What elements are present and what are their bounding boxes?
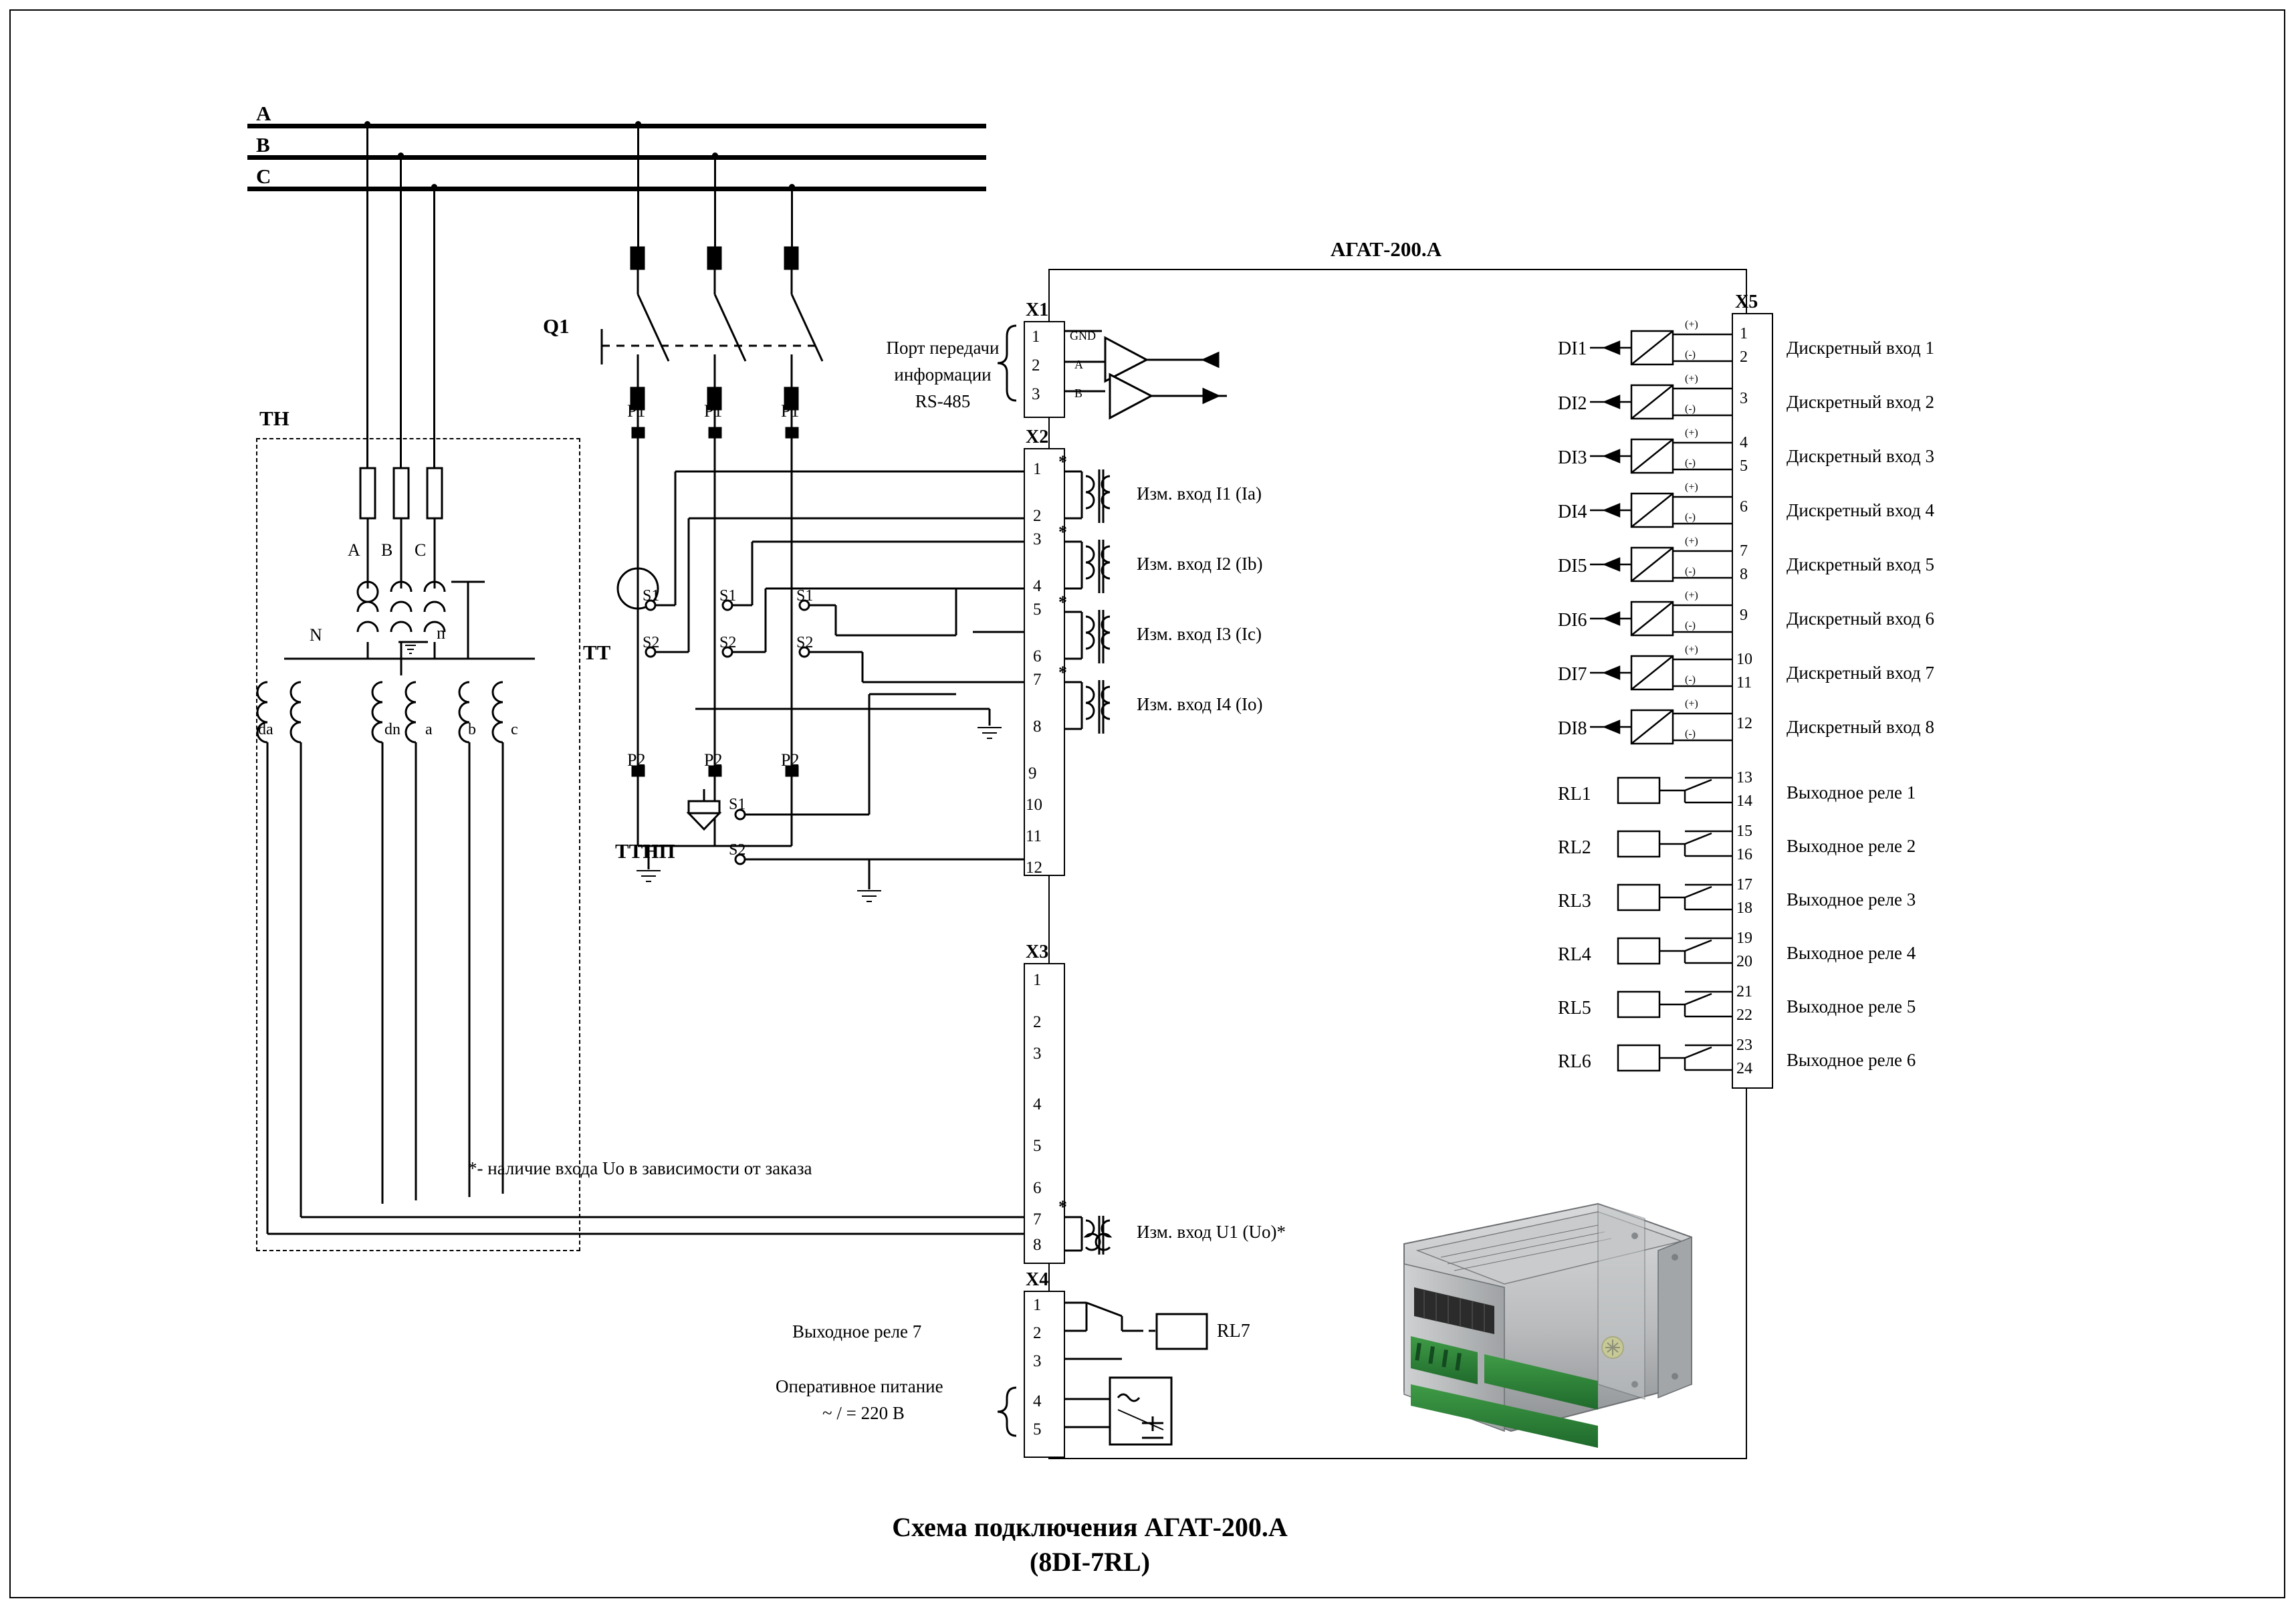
x1-pinname-b: B — [1074, 387, 1083, 400]
vt-tap-dn-label: dn — [384, 721, 400, 738]
ctz-s2-label: S2 — [729, 841, 746, 859]
x2-pin-9: 9 — [1028, 764, 1037, 782]
ct-p2-a-label: P2 — [627, 750, 646, 770]
x2-input2-star: * — [1058, 522, 1067, 542]
x3-pin-8: 8 — [1033, 1236, 1042, 1254]
di8-plus-sign: (+) — [1685, 698, 1698, 710]
di3-pin-4: 4 — [1740, 434, 1748, 451]
x4-pin-1: 1 — [1033, 1296, 1042, 1314]
x3-input-star: * — [1058, 1197, 1067, 1216]
x3-input-label: Изм. вход U1 (Uo)* — [1137, 1222, 1286, 1242]
vt-tap-c-label: c — [511, 721, 518, 738]
di2-minus-sign: (-) — [1685, 403, 1696, 415]
di5-label: Дискретный вход 5 — [1787, 554, 1934, 574]
rl3-pin-17: 17 — [1736, 876, 1752, 893]
di6-tag: DI6 — [1558, 610, 1587, 631]
ct-p1-c-label: P1 — [781, 401, 800, 421]
di1-tag: DI1 — [1558, 338, 1587, 359]
rl5-label: Выходное реле 5 — [1787, 996, 1916, 1016]
ctz-s1-label: S1 — [729, 796, 746, 813]
x2-pin-3: 3 — [1033, 530, 1042, 548]
rl3-pin-18: 18 — [1736, 899, 1752, 917]
di4-pin-6: 6 — [1740, 498, 1748, 516]
rl3-label: Выходное реле 3 — [1787, 889, 1916, 909]
rl6-pin-24: 24 — [1736, 1060, 1752, 1077]
ct-s2-a-label: S2 — [643, 634, 660, 651]
vt-tap-da-label: da — [258, 721, 273, 738]
x1-pinname-a: A — [1074, 358, 1083, 371]
connector-x2-label: X2 — [1026, 427, 1049, 447]
di6-minus-sign: (-) — [1685, 620, 1696, 631]
x2-pin-1: 1 — [1033, 460, 1042, 478]
rl2-label: Выходное реле 2 — [1787, 836, 1916, 856]
rl1-tag: RL1 — [1558, 784, 1591, 804]
di5-pin-7: 7 — [1740, 542, 1748, 560]
x4-pin-2: 2 — [1033, 1324, 1042, 1342]
figure-title-line2: (8DI-7RL) — [1030, 1547, 1150, 1577]
di6-plus-sign: (+) — [1685, 590, 1698, 601]
di8-pin-12: 12 — [1736, 715, 1752, 732]
di4-label: Дискретный вход 4 — [1787, 500, 1934, 520]
x4-power-line2: ~ / = 220 В — [822, 1403, 905, 1423]
ct-p2-c-label: P2 — [781, 750, 800, 770]
breaker-label: Q1 — [543, 314, 570, 338]
rl2-tag: RL2 — [1558, 837, 1591, 858]
rl3-tag: RL3 — [1558, 891, 1591, 911]
connector-x5-label: X5 — [1735, 292, 1758, 312]
di3-pin-5: 5 — [1740, 457, 1748, 475]
di5-pin-8: 8 — [1740, 566, 1748, 583]
di7-tag: DI7 — [1558, 664, 1587, 685]
vt-tap-b-label: b — [468, 721, 476, 738]
x2-pin-7: 7 — [1033, 671, 1042, 689]
ctz-label: ТТНП — [615, 839, 675, 863]
phase-a-label: A — [256, 102, 271, 125]
ct-p1-b-label: P1 — [704, 401, 723, 421]
vt-primary-a-label: A — [348, 540, 360, 560]
ct-s1-b-label: S1 — [719, 587, 737, 605]
x2-pin-4: 4 — [1033, 577, 1042, 595]
phase-b-label: B — [256, 133, 270, 156]
di7-pin-10: 10 — [1736, 651, 1752, 668]
x4-relay7-label: Выходное реле 7 — [792, 1321, 922, 1342]
x1-caption-line3: RS-485 — [915, 391, 971, 411]
vt-neutral-label: N — [310, 625, 322, 645]
rl5-tag: RL5 — [1558, 998, 1591, 1018]
di5-minus-sign: (-) — [1685, 566, 1696, 577]
rl4-pin-20: 20 — [1736, 953, 1752, 970]
figure-title-line1: Схема подключения АГАТ-200.A — [892, 1512, 1288, 1542]
di8-tag: DI8 — [1558, 718, 1587, 739]
x3-pin-5: 5 — [1033, 1137, 1042, 1155]
device-model-label: АГАТ-200.A — [1331, 237, 1442, 261]
x2-input3-label: Изм. вход I3 (Ic) — [1137, 624, 1262, 644]
x3-pin-3: 3 — [1033, 1045, 1042, 1063]
x3-pin-1: 1 — [1033, 971, 1042, 989]
di7-plus-sign: (+) — [1685, 644, 1698, 655]
ct-s2-c-label: S2 — [796, 634, 814, 651]
rl5-pin-22: 22 — [1736, 1006, 1752, 1024]
x3-pin-7: 7 — [1033, 1210, 1042, 1228]
di5-tag: DI5 — [1558, 556, 1587, 576]
x2-pin-5: 5 — [1033, 601, 1042, 619]
di4-tag: DI4 — [1558, 502, 1587, 522]
rl6-pin-23: 23 — [1736, 1037, 1752, 1054]
x2-pin-8: 8 — [1033, 718, 1042, 736]
ct-s1-c-label: S1 — [796, 587, 814, 605]
di3-label: Дискретный вход 3 — [1787, 446, 1934, 466]
x4-pin-3: 3 — [1033, 1352, 1042, 1370]
x4-pin-5: 5 — [1033, 1420, 1042, 1438]
device-photo — [1377, 1164, 1738, 1444]
ct-s1-a-label: S1 — [643, 587, 660, 605]
x2-pin-11: 11 — [1026, 827, 1042, 845]
di4-plus-sign: (+) — [1685, 481, 1698, 493]
vt-label: ТН — [259, 407, 290, 430]
di2-pin-3: 3 — [1740, 390, 1748, 407]
x1-caption-line2: информации — [894, 364, 992, 385]
rl4-tag: RL4 — [1558, 944, 1591, 965]
rl1-pin-13: 13 — [1736, 769, 1752, 786]
di1-pin-2: 2 — [1740, 348, 1748, 366]
di6-label: Дискретный вход 6 — [1787, 609, 1934, 629]
di3-plus-sign: (+) — [1685, 427, 1698, 439]
ct-s2-b-label: S2 — [719, 634, 737, 651]
ct-p1-a-label: P1 — [627, 401, 646, 421]
di7-label: Дискретный вход 7 — [1787, 663, 1934, 683]
x3-pin-2: 2 — [1033, 1013, 1042, 1031]
rl4-label: Выходное реле 4 — [1787, 943, 1916, 963]
x2-pin-2: 2 — [1033, 507, 1042, 525]
vt-tap-a-label: a — [425, 721, 433, 738]
di8-minus-sign: (-) — [1685, 728, 1696, 740]
x2-input1-star: * — [1058, 452, 1067, 471]
x2-input1-label: Изм. вход I1 (Ia) — [1137, 484, 1262, 504]
x1-pin-1: 1 — [1032, 328, 1040, 346]
x2-input4-star: * — [1058, 663, 1067, 682]
rl1-label: Выходное реле 1 — [1787, 782, 1916, 802]
rl1-pin-14: 14 — [1736, 792, 1752, 810]
ct-label: ТТ — [583, 641, 611, 664]
vt-secondary-n-label: n — [437, 623, 445, 643]
x2-pin-6: 6 — [1033, 647, 1042, 665]
rl5-pin-21: 21 — [1736, 983, 1752, 1000]
x1-pin-2: 2 — [1032, 356, 1040, 374]
order-note: *- наличие входа Uo в зависимости от заказа — [468, 1158, 812, 1178]
di3-minus-sign: (-) — [1685, 457, 1696, 469]
x3-pin-6: 6 — [1033, 1179, 1042, 1197]
di1-pin-1: 1 — [1740, 325, 1748, 342]
x2-input3-star: * — [1058, 593, 1067, 612]
di1-plus-sign: (+) — [1685, 319, 1698, 330]
x4-relay7-tag: RL7 — [1217, 1321, 1250, 1342]
di1-minus-sign: (-) — [1685, 349, 1696, 360]
di5-plus-sign: (+) — [1685, 536, 1698, 547]
rl6-label: Выходное реле 6 — [1787, 1050, 1916, 1070]
rl4-pin-19: 19 — [1736, 930, 1752, 947]
di2-plus-sign: (+) — [1685, 373, 1698, 385]
x1-pin-3: 3 — [1032, 385, 1040, 403]
di3-tag: DI3 — [1558, 447, 1587, 468]
x4-power-line1: Оперативное питание — [776, 1376, 943, 1396]
ct-p2-b-label: P2 — [704, 750, 723, 770]
rl2-pin-15: 15 — [1736, 823, 1752, 840]
x2-pin-10: 10 — [1026, 796, 1042, 814]
di4-minus-sign: (-) — [1685, 512, 1696, 523]
di2-label: Дискретный вход 2 — [1787, 392, 1934, 412]
x2-input4-label: Изм. вход I4 (Io) — [1137, 694, 1263, 714]
di8-label: Дискретный вход 8 — [1787, 717, 1934, 737]
connector-x1-label: X1 — [1026, 300, 1049, 320]
rl6-tag: RL6 — [1558, 1051, 1591, 1072]
vt-primary-c-label: C — [415, 540, 427, 560]
connector-x4-label: X4 — [1026, 1269, 1049, 1290]
connector-x3-label: X3 — [1026, 942, 1049, 962]
di1-label: Дискретный вход 1 — [1787, 338, 1934, 358]
di7-pin-11: 11 — [1736, 674, 1752, 691]
x3-pin-4: 4 — [1033, 1095, 1042, 1113]
x2-input2-label: Изм. вход I2 (Ib) — [1137, 554, 1263, 574]
di2-tag: DI2 — [1558, 393, 1587, 414]
x1-pinname-gnd: GND — [1070, 329, 1096, 342]
di6-pin-9: 9 — [1740, 607, 1748, 624]
x4-pin-4: 4 — [1033, 1392, 1042, 1410]
x1-caption-line1: Порт передачи — [886, 338, 1000, 358]
vt-primary-b-label: B — [381, 540, 393, 560]
di7-minus-sign: (-) — [1685, 674, 1696, 685]
rl2-pin-16: 16 — [1736, 846, 1752, 863]
x2-pin-12: 12 — [1026, 859, 1042, 877]
phase-c-label: C — [256, 165, 271, 188]
